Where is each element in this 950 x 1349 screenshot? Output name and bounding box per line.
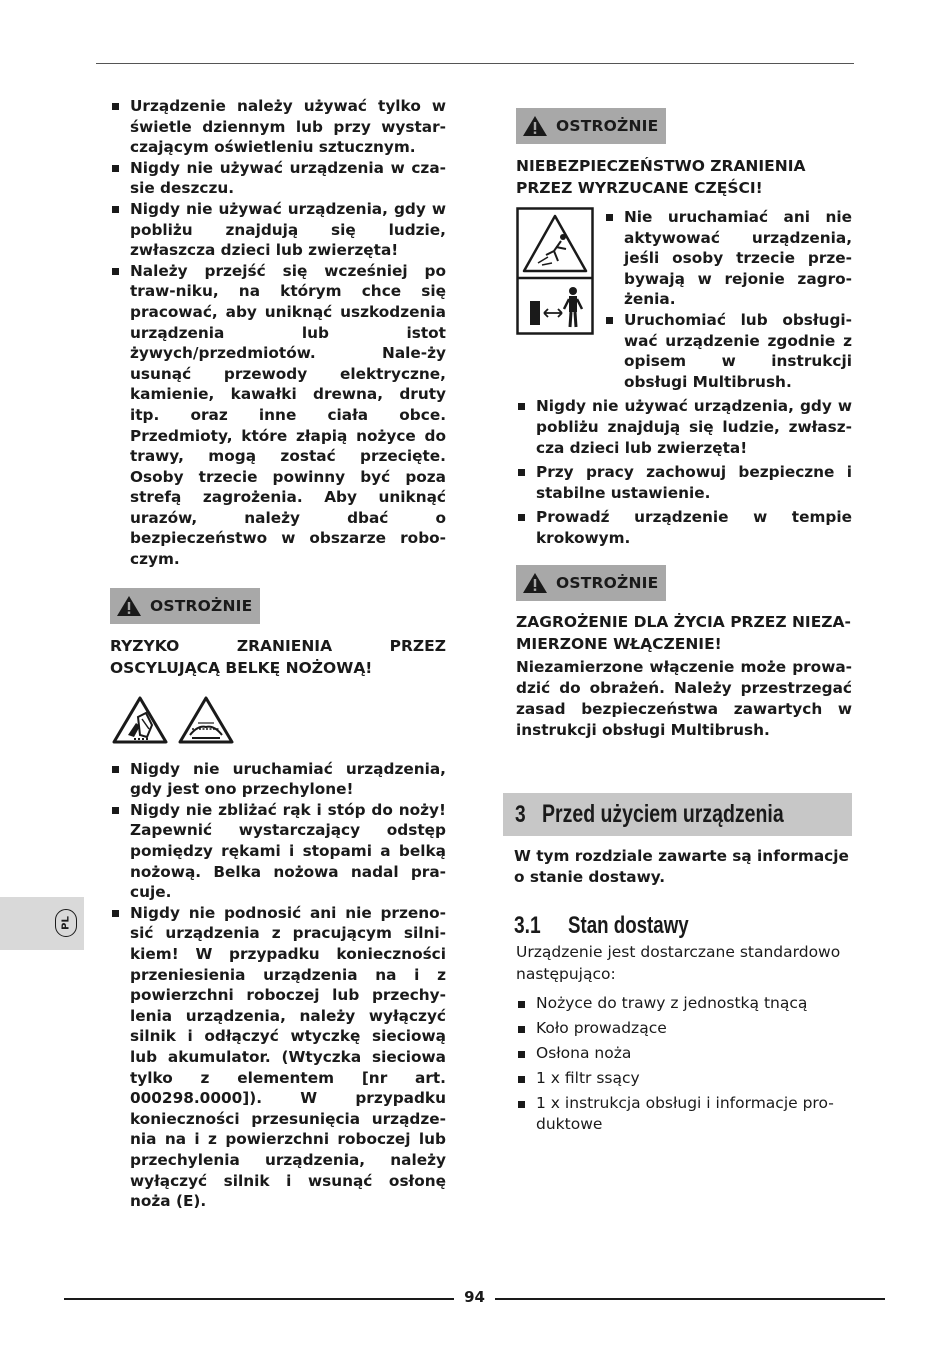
- safety-list-blade: [110, 759, 446, 1212]
- subsection-heading: [514, 912, 854, 940]
- caution-box-ejected-parts: [516, 108, 852, 549]
- warning-triangle-icon: [116, 595, 142, 617]
- list-item: 1 x instrukcja obsługi i informacje pro-duktowe: [516, 1093, 854, 1135]
- safety-list-top: [110, 96, 446, 570]
- hazard-icons: [112, 695, 446, 745]
- list-item: 1 x filtr ssący: [516, 1068, 854, 1089]
- left-column: [110, 96, 446, 1212]
- subsection-intro: Urządzenie jest dostarczane standardowo następująco:: [516, 943, 841, 983]
- ejected-parts-pictogram-icon: [516, 207, 594, 335]
- caution-heading: NIEBEZPIECZEŃSTWO ZRANIENIA PRZEZ WYRZUCANE CZĘŚCI!: [516, 157, 806, 197]
- warning-triangle-icon: [522, 572, 548, 594]
- hand-cut-hazard-icon: [112, 695, 168, 745]
- caution-text: Niezamierzone włączenie może prowa-dzić do obrażeń. Należy przestrzegać zasad bezpieczeństwa zawartych w instrukcji obsługi Multibrush.: [516, 657, 852, 739]
- list-item: Nożyce do trawy z jednostką tnącą: [516, 993, 854, 1014]
- section-heading: [503, 793, 852, 836]
- warning-triangle-icon: [522, 115, 548, 137]
- page-number: 94: [464, 1288, 485, 1306]
- list-item: Uruchomiać lub obsługi-wać urządzenie zgodnie z opisem w instrukcji obsługi Multibrush.: [604, 310, 852, 392]
- section-title: Przed użyciem urządzenia: [542, 800, 784, 828]
- list-item: Przy pracy zachowuj bezpieczne i stabilne ustawienie.: [516, 462, 852, 503]
- list-item: Nigdy nie używać urządzenia, gdy w pobliżu znajdują się ludzie, zwłasz-cza dzieci lub zwierzęta!: [516, 396, 852, 458]
- subsection-title: Stan dostawy: [568, 912, 689, 939]
- caution-box-unintended-start: [516, 565, 852, 741]
- caution-label: OSTROŻNIE: [516, 108, 666, 144]
- list-item: Urządzenie należy używać tylko w świetle dziennym lub przy wystar-czającym oświetleniu sztucznym.: [110, 96, 446, 158]
- list-item: Należy przejść się wcześniej po traw-niku, na którym chce się pracować, aby uniknąć uszkodzenia urządzenia lub istot żywych/przedmiotów. Nale-ży usunąć przewody elektryczne, kamienie, kawałki drewna, druty itp. oraz inne ciała obce. Przedmioty, które złapią nożyce do trawy, mogą zostać przecięte. Osoby trzecie powinny być poza strefą zagrożenia. Aby uniknąć urazów, należy dbać o bezpieczeństwo w obszarze robo-czym.: [110, 261, 446, 570]
- language-badge: PL: [55, 909, 77, 937]
- caution-heading: RYZYKO ZRANIENIA PRZEZ: [110, 636, 446, 655]
- list-item: Osłona noża: [516, 1043, 854, 1064]
- caution-label: OSTROŻNIE: [516, 565, 666, 601]
- subsection-number: 3.1: [514, 912, 541, 939]
- right-column: [516, 108, 852, 741]
- list-item: Nigdy nie używać urządzenia w cza-sie deszczu.: [110, 158, 446, 199]
- caution-pictogram-block: [516, 207, 852, 392]
- foot-cut-hazard-icon: [178, 695, 234, 745]
- top-rule: [96, 63, 854, 64]
- list-item: Nigdy nie uruchamiać urządzenia, gdy jest ono przechylone!: [110, 759, 446, 800]
- list-item: Nigdy nie używać urządzenia, gdy w pobliżu znajdują się ludzie, zwłaszcza dzieci lub zwierzęta!: [110, 199, 446, 261]
- list-item: Prowadź urządzenie w tempie krokowym.: [516, 507, 852, 548]
- caution-list: [516, 396, 852, 548]
- language-tab: [0, 897, 84, 950]
- footer-rule-right: [495, 1298, 885, 1300]
- caution-box-blade: [110, 588, 446, 1212]
- caution-heading: ZAGROŻENIE DLA ŻYCIA PRZEZ NIEZA-MIERZONE WŁĄCZENIE!: [516, 612, 851, 653]
- caution-heading-line2: OSCYLUJĄCĄ BELKĘ NOŻOWĄ!: [110, 658, 373, 677]
- list-item: Nigdy nie podnosić ani nie przeno-sić urządzenia z pracującym silni-kiem! W przypadku konieczności przeniesienia urządzenia na i z powierzchni roboczej lub przechy-lenia urządzenia, należy wyłączyć silnik i odłączyć wtyczkę sieciową lub akumulator. (Wtyczka sieciowa tylko z elementem [nr art. 000298.0000]). W przypadku konieczności przesunięcia urządze-nia na i z powierzchni roboczej lub przechylenia urządzenia, należy wyłączyć silnik i wsunąć osłonę noża (E).: [110, 903, 446, 1212]
- section-number: 3: [515, 800, 526, 828]
- section-intro: W tym rozdziale zawarte są informacje o stanie dostawy.: [514, 847, 849, 886]
- list-item: Nie uruchamiać ani nie aktywować urządzenia, jeśli osoby trzecie prze-bywają w rejonie zagro-żenia.: [604, 207, 852, 310]
- list-item: Nigdy nie zbliżać rąk i stóp do noży! Zapewnić wystarczający odstęp pomiędzy rękami i stopami a belką nożową. Belka nożowa nadal pra-cuje.: [110, 800, 446, 903]
- delivery-list: [516, 993, 854, 1135]
- section-body: [514, 846, 854, 1139]
- caution-label: OSTROŻNIE: [110, 588, 260, 624]
- caution-side-list: [604, 207, 852, 392]
- list-item: Koło prowadzące: [516, 1018, 854, 1039]
- footer-rule-left: [64, 1298, 454, 1300]
